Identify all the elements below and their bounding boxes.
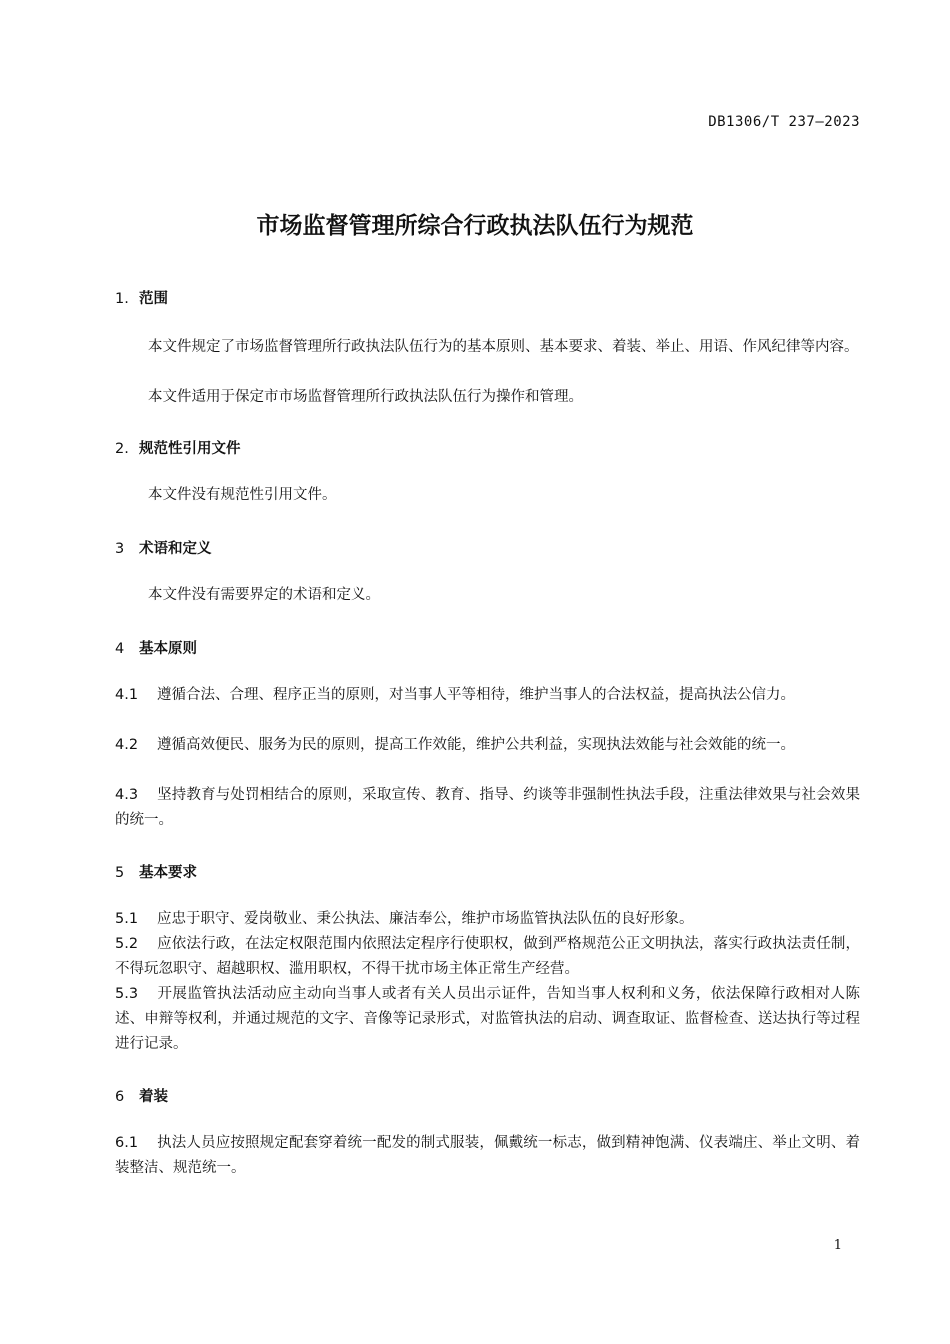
page-number: 1 — [833, 1238, 842, 1253]
clause-number: 4.3 — [115, 787, 139, 803]
clause-number: 5.3 — [115, 986, 139, 1002]
clause-text: 开展监管执法活动应主动向当事人或者有关人员出示证件，告知当事人权利和义务，依法保障行政相对人陈述、申辩等权利，并通过规范的文字、音像等记录形式，对监管执法的启动、调查取证、监督检查、送达执行等过程进行记录。 — [115, 986, 860, 1052]
section-title: 规范性引用文件 — [139, 441, 241, 457]
section-title: 基本要求 — [139, 865, 197, 881]
section-1-heading — [115, 287, 168, 308]
clause-text: 遵循合法、合理、程序正当的原则，对当事人平等相待，维护当事人的合法权益，提高执法公信力。 — [157, 687, 795, 703]
section-number: 3 — [115, 541, 125, 557]
clause-number: 5.2 — [115, 936, 139, 952]
section-5-heading — [115, 861, 197, 882]
section-3-heading — [115, 537, 212, 558]
clause-text: 坚持教育与处罚相结合的原则，采取宣传、教育、指导、约谈等非强制性执法手段，注重法律效果与社会效果的统一。 — [115, 787, 860, 828]
clause-5-1 — [115, 907, 860, 932]
clause-text: 应依法行政，在法定权限范围内依照法定程序行使职权，做到严格规范公正文明执法，落实行政执法责任制，不得玩忽职守、超越职权、滥用职权，不得干扰市场主体正常生产经营。 — [115, 936, 860, 977]
section-number: 2. — [115, 441, 129, 457]
section-6-heading — [115, 1085, 168, 1106]
clause-number: 5.1 — [115, 911, 139, 927]
section-title: 术语和定义 — [139, 541, 212, 557]
section-title: 着装 — [139, 1089, 168, 1105]
clause-4-1 — [115, 683, 860, 708]
standard-code: DB1306/T 237—2023 — [708, 114, 860, 130]
clause-number: 6.1 — [115, 1135, 139, 1151]
section-1-paragraph-2: 本文件适用于保定市市场监督管理所行政执法队伍行为操作和管理。 — [148, 389, 583, 405]
clause-number: 4.1 — [115, 687, 139, 703]
section-2-paragraph-1: 本文件没有规范性引用文件。 — [148, 487, 337, 503]
section-4-heading — [115, 637, 197, 658]
document-title: 市场监督管理所综合行政执法队伍行为规范 — [256, 213, 694, 239]
section-3-paragraph-1: 本文件没有需要界定的术语和定义。 — [148, 587, 380, 603]
clause-5-3 — [115, 982, 860, 1057]
clause-5-2 — [115, 932, 860, 982]
clause-text: 遵循高效便民、服务为民的原则，提高工作效能，维护公共利益，实现执法效能与社会效能的统一。 — [157, 737, 795, 753]
section-title: 范围 — [139, 291, 168, 307]
clause-6-1 — [115, 1131, 860, 1181]
clause-4-2 — [115, 733, 860, 758]
section-1-paragraph-1: 本文件规定了市场监督管理所行政执法队伍行为的基本原则、基本要求、着装、举止、用语、作风纪律等内容。 — [148, 339, 859, 355]
clause-text: 执法人员应按照规定配套穿着统一配发的制式服装，佩戴统一标志，做到精神饱满、仪表端庄、举止文明、着装整洁、规范统一。 — [115, 1135, 860, 1176]
clause-number: 4.2 — [115, 737, 139, 753]
section-title: 基本原则 — [139, 641, 197, 657]
clause-4-3 — [115, 783, 860, 833]
section-number: 4 — [115, 641, 125, 657]
section-number: 6 — [115, 1089, 125, 1105]
section-number: 1. — [115, 291, 129, 307]
clause-text: 应忠于职守、爱岗敬业、秉公执法、廉洁奉公，维护市场监管执法队伍的良好形象。 — [157, 911, 694, 927]
section-number: 5 — [115, 865, 125, 881]
section-2-heading — [115, 437, 241, 458]
